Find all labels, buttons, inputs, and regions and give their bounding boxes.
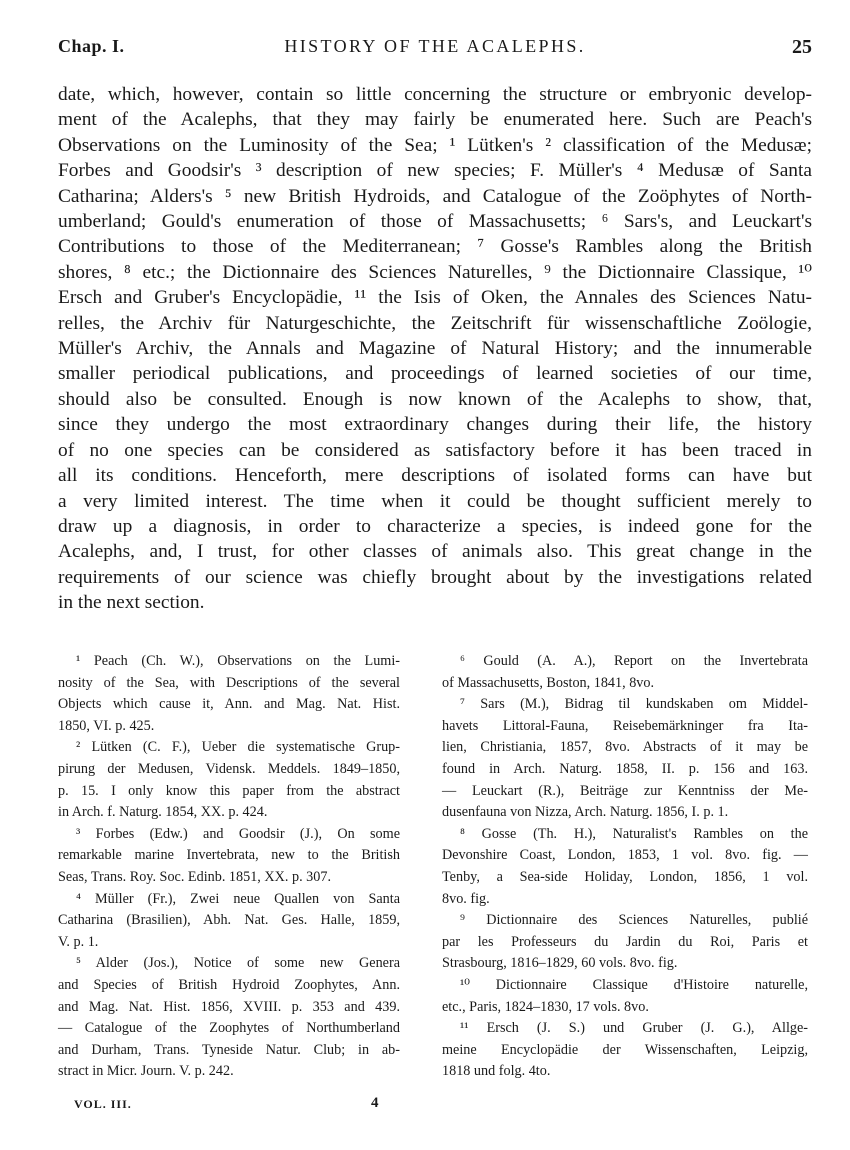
footnote-line: ⁵ Alder (Jos.), Notice of some new Genera (76, 955, 400, 972)
body-line: Contributions to those of the Mediterranean; ⁷ Gosse's Rambles along the British (58, 236, 812, 258)
footnote-fn-11 (442, 1018, 808, 1083)
footnote-line: 8vo. fig. (442, 890, 490, 907)
footnote-line: 1818 und folg. 4to. (442, 1063, 551, 1080)
footnote-line: stract in Micr. Journ. V. p. 242. (58, 1063, 234, 1080)
footnote-line: dusenfauna von Nizza, Arch. Naturg. 1856, I. p. 1. (442, 804, 729, 821)
footnote-line: p. 15. I only know this paper from the abstract (58, 782, 400, 799)
footnote-fn-1 (58, 651, 400, 737)
footnote-line: Seas, Trans. Roy. Soc. Edinb. 1851, XX. p. 307. (58, 868, 331, 885)
body-line: a very limited interest. The time when it could be thought sufficient merely to (58, 490, 812, 512)
footnote-line: ⁴ Müller (Fr.), Zwei neue Quallen von Santa (76, 890, 400, 907)
footnote-fn-9 (442, 910, 808, 975)
footnote-line: 1850, VI. p. 425. (58, 717, 155, 734)
footnote-fn-5 (58, 953, 400, 1083)
footnote-line: and Durham, Trans. Tyneside Natur. Club; in ab- (58, 1041, 400, 1058)
footnote-line: Catharina (Brasilien), Abh. Nat. Ges. Halle, 1859, (58, 912, 400, 929)
body-line: since they undergo the most extraordinary changes during their life, the history (58, 414, 812, 436)
body-line: draw up a diagnosis, in order to characterize a species, is indeed gone for the (58, 515, 812, 537)
running-header (58, 36, 812, 62)
footnote-line: of Massachusetts, Boston, 1841, 8vo. (442, 674, 655, 691)
volume-mark: VOL. III. (74, 1097, 132, 1111)
running-title: HISTORY OF THE ACALEPHS. (284, 36, 586, 56)
footnotes-left-column (58, 651, 400, 1083)
footnote-line: Strasbourg, 1816–1829, 60 vols. 8vo. fig. (442, 955, 678, 972)
footnote-line: nosity of the Sea, with Descriptions of the several (58, 674, 400, 691)
footnote-fn-10 (442, 975, 808, 1018)
footnote-fn-7 (442, 694, 808, 824)
footnote-line: ³ Forbes (Edw.) and Goodsir (J.), On some (76, 825, 400, 842)
footnote-line: remarkable marine Invertebrata, new to the British (58, 847, 400, 864)
body-line: relles, the Archiv für Naturgeschichte, the Zeitschrift für wissenschaftliche Zoölogie, (58, 312, 812, 334)
body-line: in the next section. (58, 592, 205, 614)
footnote-line: ² Lütken (C. F.), Ueber die systematische Grup- (76, 739, 400, 756)
body-line: Ersch and Gruber's Encyclopädie, ¹¹ the Isis of Oken, the Annales des Sciences Natu- (58, 287, 812, 309)
signature-mark: 4 (371, 1095, 379, 1111)
footnote-line: ¹ Peach (Ch. W.), Observations on the Lumi- (76, 653, 400, 669)
body-text (58, 82, 812, 616)
page-footer (74, 1095, 814, 1115)
body-line: ment of the Acalephs, that they may fairly be enumerated here. Such are Peach's (58, 109, 812, 131)
chapter-label: Chap. I. (58, 36, 125, 56)
footnote-line: ¹⁰ Dictionnaire Classique d'Histoire naturelle, (460, 976, 808, 993)
footnote-line: Objects which cause it, Ann. and Mag. Nat. Hist. (58, 696, 400, 713)
footnote-fn-6 (442, 651, 808, 694)
footnote-line: and Mag. Nat. Hist. 1856, XVIII. p. 353 and 439. (58, 998, 400, 1015)
body-line: Forbes and Goodsir's ³ description of new species; F. Müller's ⁴ Medusæ of Santa (58, 160, 812, 182)
body-line: should also be consulted. Enough is now known of the Acalephs to show, that, (58, 388, 812, 410)
footnote-line: V. p. 1. (58, 933, 99, 950)
body-line: Müller's Archiv, the Annals and Magazine of Natural History; and the innumerable (58, 338, 812, 360)
footnote-line: lien, Christiania, 1857, 8vo. Abstracts of it may be (442, 739, 808, 756)
footnote-line: pirung der Medusen, Vidensk. Meddels. 1849–1850, (58, 760, 400, 777)
footnote-line: meine Encyclopädie der Wissenschaften, Leipzig, (442, 1041, 808, 1058)
footnote-fn-4 (58, 889, 400, 954)
footnote-line: ¹¹ Ersch (J. S.) und Gruber (J. G.), Allge- (460, 1020, 808, 1037)
body-line: date, which, however, contain so little concerning the structure or embryonic develop- (58, 84, 812, 105)
footnotes-right-column (442, 651, 808, 1083)
footnote-line: par les Professeurs du Jardin du Roi, Paris et (442, 933, 808, 950)
footnote-line: in Arch. f. Naturg. 1854, XX. p. 424. (58, 804, 268, 821)
footnote-fn-8 (442, 824, 808, 910)
body-line: Acalephs, and, I trust, for other classes of animals also. This great change in the (58, 541, 812, 563)
body-line: requirements of our science was chiefly brought about by the investigations related (58, 566, 812, 588)
body-line: smaller periodical publications, and proceedings of learned societies of our time, (58, 363, 812, 385)
body-line: Catharina; Alders's ⁵ new British Hydroids, and Catalogue of the Zoöphytes of North- (58, 185, 812, 207)
footnote-line: — Leuckart (R.), Beiträge zur Kenntniss der Me- (442, 782, 808, 799)
footnote-line: havets Littoral-Fauna, Reisebemärkninger fra Ita- (442, 717, 808, 734)
footnote-line: Devonshire Coast, London, 1853, 1 vol. 8vo. fig. — (442, 847, 808, 864)
footnote-line: — Catalogue of the Zoophytes of Northumberland (58, 1020, 400, 1037)
footnote-fn-2 (58, 737, 400, 823)
body-line: all its conditions. Henceforth, mere descriptions of isolated forms can have but (58, 465, 812, 487)
footnote-line: found in Arch. Naturg. 1858, II. p. 156 and 163. (442, 760, 808, 777)
body-line: umberland; Gould's enumeration of those of Massachusetts; ⁶ Sars's, and Leuckart's (58, 211, 812, 233)
body-line: shores, ⁸ etc.; the Dictionnaire des Sciences Naturelles, ⁹ the Dictionnaire Classique, ¹⁰ (58, 261, 812, 283)
footnote-fn-3 (58, 824, 400, 889)
body-line: Observations on the Luminosity of the Sea; ¹ Lütken's ² classification of the Medusæ; (58, 134, 812, 156)
page-number: 25 (792, 36, 812, 58)
footnote-line: Tenby, a Sea-side Holiday, London, 1856, 1 vol. (442, 868, 808, 885)
footnote-line: ⁹ Dictionnaire des Sciences Naturelles, publié (460, 912, 808, 929)
footnote-line: ⁸ Gosse (Th. H.), Naturalist's Rambles on the (460, 825, 808, 842)
footnote-line: etc., Paris, 1824–1830, 17 vols. 8vo. (442, 998, 649, 1015)
body-line: of no one species can be considered as satisfactory before it has been traced in (58, 439, 812, 461)
footnote-line: ⁶ Gould (A. A.), Report on the Invertebrata (460, 653, 808, 669)
footnote-line: ⁷ Sars (M.), Bidrag til kundskaben om Middel- (460, 696, 808, 713)
footnote-line: and Species of British Hydroid Zoophytes, Ann. (58, 976, 400, 993)
